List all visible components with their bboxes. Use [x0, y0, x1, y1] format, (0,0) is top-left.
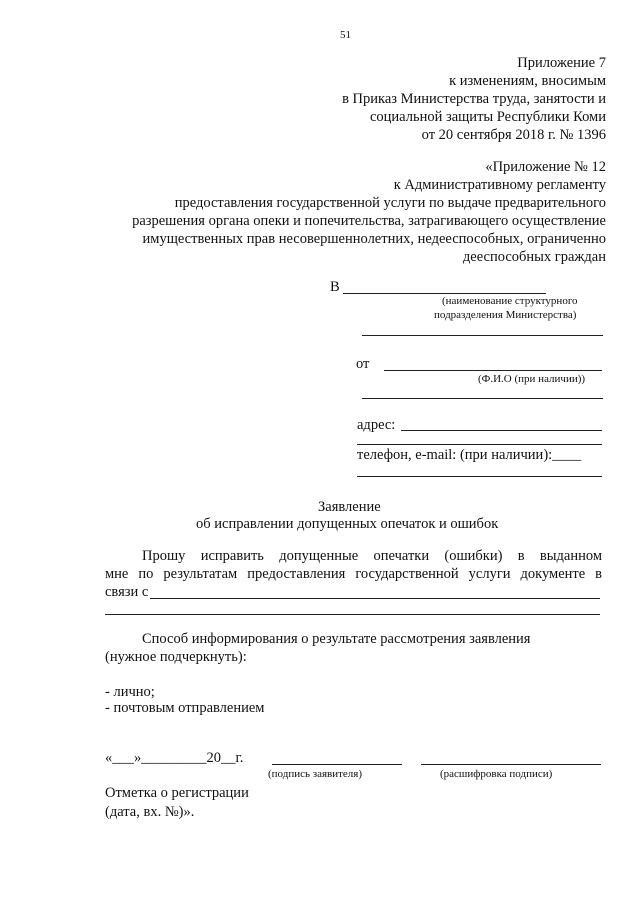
registration-hint: (дата, вх. №)». — [105, 804, 195, 820]
registration-label: Отметка о регистрации — [105, 785, 249, 801]
from-label: от — [356, 356, 370, 372]
paragraph-line: связи с — [105, 584, 149, 600]
appendix-line: разрешения органа опеки и попечительства, затрагивающего осуществление — [132, 213, 606, 229]
option-item: - лично; — [105, 684, 155, 700]
address-label: адрес: — [357, 417, 396, 433]
phone-label: телефон, e-mail: (при наличии):____ — [357, 447, 582, 463]
to-line-2 — [362, 335, 603, 336]
signature-hint: (подпись заявителя) — [268, 768, 363, 780]
from-line-2 — [362, 398, 603, 399]
to-hint: (наименование структурного — [442, 295, 578, 307]
header-line: Приложение 7 — [517, 55, 606, 71]
paragraph-line: Прошу исправить допущенные опечатки (ошибки) в выданном — [142, 548, 602, 564]
reason-line — [150, 598, 600, 599]
title: Заявление — [318, 499, 381, 515]
subtitle: об исправлении допущенных опечаток и ошибок — [196, 516, 499, 532]
date-field: «___»_________20__г. — [105, 750, 244, 766]
appendix-line: имущественных прав несовершеннолетних, недееспособных, ограниченно — [142, 231, 606, 247]
decode-hint: (расшифровка подписи) — [440, 768, 553, 780]
appendix-line: к Административному регламенту — [393, 177, 606, 193]
address-line-2 — [357, 444, 602, 445]
paragraph-line: Способ информирования о результате рассмотрения заявления — [142, 631, 531, 647]
header-line: социальной защиты Республики Коми — [369, 109, 606, 125]
reason-line-2 — [105, 614, 600, 615]
address-line — [401, 430, 602, 431]
to-label: В — [330, 279, 340, 295]
header-line: в Приказ Министерства труда, занятости и — [342, 91, 606, 107]
appendix-line: «Приложение № 12 — [485, 159, 606, 175]
page-number: 51 — [340, 29, 351, 41]
paragraph-line: (нужное подчеркнуть): — [105, 649, 247, 665]
header-line: от 20 сентября 2018 г. № 1396 — [421, 127, 606, 143]
signature-line — [272, 764, 402, 765]
option-item: - почтовым отправлением — [105, 700, 265, 716]
appendix-line: дееспособных граждан — [462, 249, 606, 265]
phone-line-2 — [357, 476, 602, 477]
appendix-line: предоставления государственной услуги по выдаче предварительного — [174, 195, 606, 211]
to-hint: подразделения Министерства) — [434, 309, 577, 321]
from-line — [384, 370, 602, 371]
decode-line — [421, 764, 601, 765]
paragraph-line: мне по результатам предоставления государственной услуги документе в — [105, 566, 602, 582]
from-hint: (Ф.И.О (при наличии)) — [478, 373, 586, 385]
header-line: к изменениям, вносимым — [449, 73, 606, 89]
